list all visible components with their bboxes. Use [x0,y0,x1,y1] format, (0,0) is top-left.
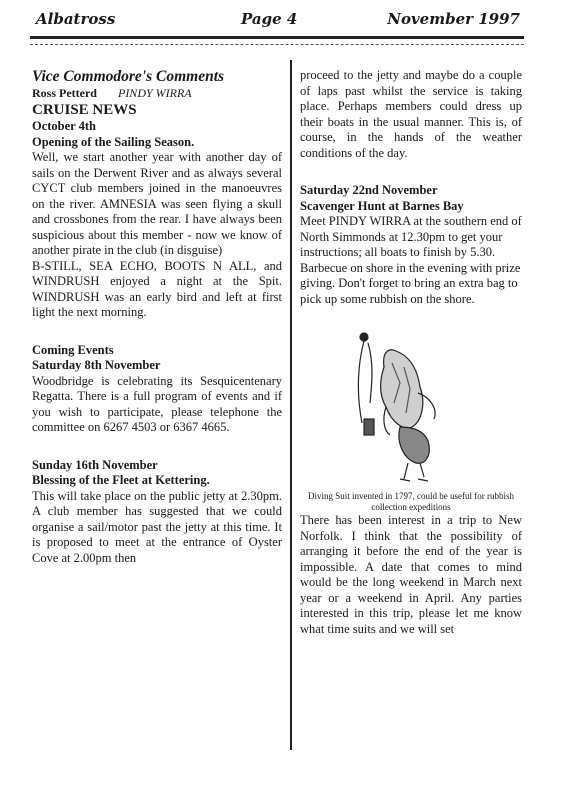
event-date: Saturday 22nd November [300,183,438,197]
header-rule [30,36,524,39]
paragraph: Well, we start another year with another day of sails on the Derwent River and as always several CYCT club members joined in the manoeuvres on the river. AMNESIA was seen flying a skull and crossbones from the rear. I have always been suspicious about this member - now we know of another pirate in the club (in disguise) [32,150,282,257]
paragraph: B-STILL, SEA ECHO, BOOTS N ALL, and WINDRUSH enjoyed a night at the Spit. WINDRUSH was an early bird and left at first light the next morning. [32,258,282,319]
event-date: Saturday 8th November [32,358,161,372]
section-heading-coming-events: Coming Events [32,342,114,357]
article-title: Vice Commodore's Comments [32,68,225,85]
event-heading: Blessing of the Fleet at Kettering. [32,473,210,487]
header-dashed-rule [30,44,524,45]
left-column [32,68,282,566]
newsletter-name: Albatross [36,10,116,28]
author-name: Ross Petterd [32,86,97,100]
page-number: Page 4 [241,10,298,28]
paragraph: There has been interest in a trip to New Norfolk. I think that the possibility of arranging it before the end of the year is impossible. A date that comes to mind would be the long weekend in March next year or a weekend in April. Any parties interested in this trip, please let me know what time suits and we will set [300,513,522,636]
column-divider [290,60,292,750]
event-heading: Scavenger Hunt at Barnes Bay [300,198,464,213]
paragraph: Meet PINDY WIRRA at the southern end of North Simmonds at 12.30pm to get your instructions; all boats to finish by 5.30. Barbecue on shore in the evening with prize giving. Don't forget to bring an extra bag to pick up some rubbish on the shore. [300,214,522,306]
issue-date: November 1997 [387,10,520,28]
paragraph: Woodbridge is celebrating its Sesquicentenary Regatta. There is a full program of events and if you wish to participate, please telephone the committee on 6267 4503 or 6367 4665. [32,373,282,434]
event-heading: Opening of the Sailing Season. [32,134,195,149]
right-column [300,68,522,637]
boat-name: PINDY WIRRA [117,86,192,100]
byline [32,86,282,101]
section-heading: CRUISE NEWS [32,102,137,118]
paragraph: proceed to the jetty and maybe do a couple of laps past whilst the service is taking place. Perhaps members could dress up their boats in the usual manner. This is, of course, in the hands of the weather conditions of the day. [300,68,522,160]
event-date: October 4th [32,119,96,133]
event-date: Sunday 16th November [32,457,158,472]
page-header [36,10,528,32]
illustration-caption: Diving Suit invented in 1797, could be useful for rubbish collection expeditions [308,491,514,512]
diving-suit-illustration [300,323,522,491]
paragraph: This will take place on the public jetty at 2.30pm. A club member has suggested that we could organise a sail/motor past the jetty at this time. It is proposed to meet at the entrance of Oyster Cove at 2.00pm then [32,488,282,565]
